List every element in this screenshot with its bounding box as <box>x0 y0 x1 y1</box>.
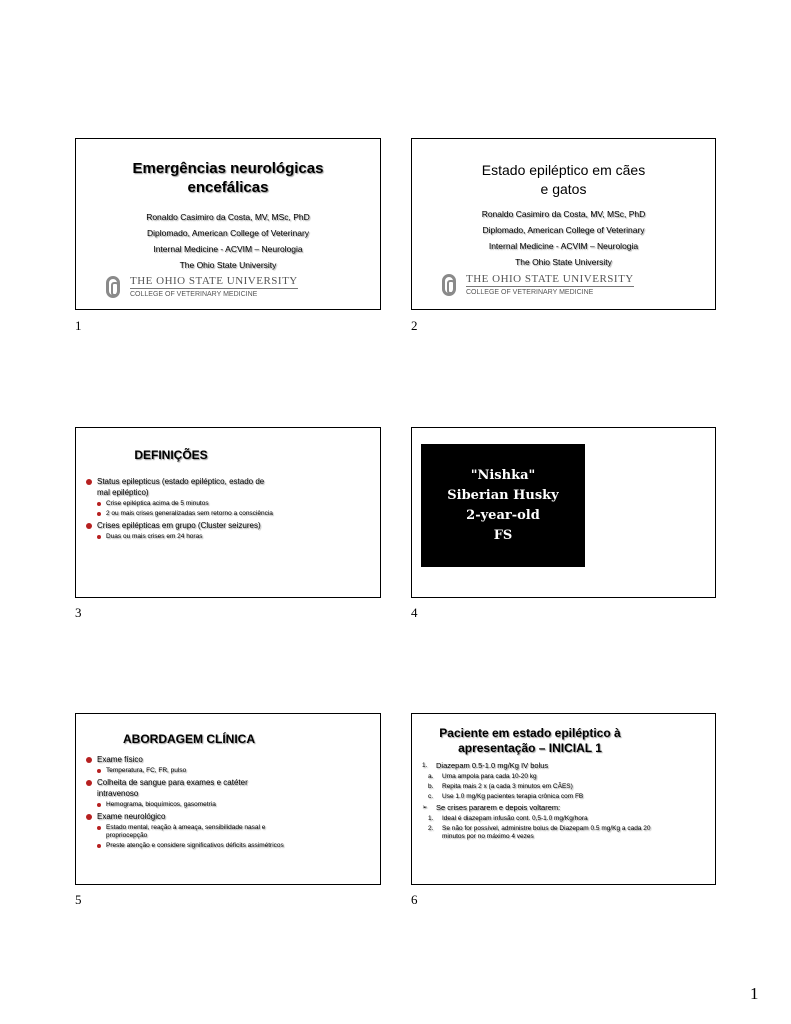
image-caption-line: "Nishka" <box>470 467 536 483</box>
logo-line-1: THE OHIO STATE UNIVERSITY <box>466 273 634 285</box>
osu-logo <box>442 273 634 296</box>
sub-bullet-item: Hemograma, bioquímicos, gasometria <box>97 801 286 809</box>
slide-number: 4 <box>411 605 418 620</box>
slide-title <box>76 159 380 197</box>
author-line: The Ohio State University <box>515 257 612 267</box>
bullet-item <box>86 811 286 850</box>
slide-number: 5 <box>75 892 82 907</box>
bullet-text: Exame físico <box>97 755 143 764</box>
protocol-sub-item <box>422 793 662 801</box>
author-info <box>412 206 715 270</box>
title-line: Emergências neurológicas <box>132 160 324 177</box>
item-marker: 1. <box>428 815 434 822</box>
slide-1 <box>75 138 381 310</box>
slide-number: 6 <box>411 892 418 907</box>
bullet-text: Exame neurológico <box>97 812 166 821</box>
logo-line-2: COLLEGE OF VETERINARY MEDICINE <box>130 291 258 298</box>
item-text: Se crises pararem e depois voltarem: <box>436 803 561 812</box>
image-caption-line: Siberian Husky <box>447 487 559 503</box>
item-marker: 2. <box>428 825 434 832</box>
slide-6 <box>411 713 716 885</box>
sub-bullet-item: Estado mental, reação à ameaça, sensibilidade nasal e propriocepção <box>97 824 286 840</box>
sub-bullet-item: Crise epiléptica acima de 5 minutos <box>97 500 276 508</box>
osu-block-o-icon <box>106 276 120 298</box>
bullet-text: Status epilepticus (estado epiléptico, estado de mal epiléptico) <box>97 477 265 497</box>
author-info <box>76 209 380 273</box>
protocol-sub-item <box>422 815 662 823</box>
title-line: e gatos <box>540 181 587 197</box>
item-text: Repita mais 2 x (a cada 3 minutos em CÃES) <box>442 783 573 790</box>
sub-bullet-item: Duas ou mais crises em 24 horas <box>97 533 276 541</box>
protocol-sub-item <box>422 825 662 841</box>
bullet-text: Colheita de sangue para exames e catéter intravenoso <box>97 778 248 798</box>
image-caption-line: 2-year-old <box>466 507 540 523</box>
author-line: The Ohio State University <box>179 260 277 270</box>
protocol-sub-item <box>422 773 662 781</box>
sub-bullet-item: Preste atenção e considere significativos déficits assimétricos <box>97 842 286 850</box>
image-caption-line: FS <box>493 527 513 543</box>
author-line: Diplomado, American College of Veterinary <box>146 228 310 238</box>
slide-3 <box>75 427 381 598</box>
bullet-item <box>86 476 276 518</box>
title-line: encefálicas <box>187 179 269 196</box>
protocol-item <box>422 761 662 771</box>
item-text: Se não for possível, administre bolus de Diazepam 0.5 mg/Kg a cada 20 minutos por no máximo 4 vezes <box>442 825 651 840</box>
slide-title <box>412 726 648 756</box>
author-line: Diplomado, American College of Veterinary <box>482 225 645 235</box>
item-text: Ideal é diazepam infusão cont. 0,5-1.0 mg/Kg/hora <box>442 815 588 822</box>
protocol-sub-item <box>422 783 662 791</box>
slide-number: 3 <box>75 605 82 620</box>
bullet-text: Crises epilépticas em grupo (Cluster seizures) <box>97 521 261 530</box>
author-line: Internal Medicine - ACVIM – Neurologia <box>488 241 639 251</box>
arrow-bullet-icon: ➢ <box>422 804 428 811</box>
item-text: Diazepam 0.5-1.0 mg/Kg IV bolus <box>436 761 549 770</box>
title-line: apresentação – INICIAL 1 <box>458 741 602 755</box>
osu-block-o-icon <box>442 274 456 296</box>
protocol-item <box>422 803 662 813</box>
slide-title <box>412 161 715 199</box>
slide-title: ABORDAGEM CLÍNICA <box>123 732 255 746</box>
logo-line-1: THE OHIO STATE UNIVERSITY <box>130 275 298 287</box>
sub-bullet-item: 2 ou mais crises generalizadas sem retorno a consciência <box>97 510 276 518</box>
bullet-list <box>86 476 276 543</box>
slide-number: 2 <box>411 318 418 333</box>
video-still-image <box>421 444 585 567</box>
slide-2 <box>411 138 716 310</box>
slide-number: 1 <box>75 318 82 333</box>
title-line: Estado epiléptico em cães <box>481 162 646 178</box>
logo-line-2: COLLEGE OF VETERINARY MEDICINE <box>466 289 594 296</box>
item-marker: a. <box>428 773 434 780</box>
item-marker: b. <box>428 783 434 790</box>
item-marker: 1. <box>422 762 428 769</box>
sub-bullet-item: Temperatura, FC, FR, pulso <box>97 767 286 775</box>
author-line: Ronaldo Casimiro da Costa, MV, MSc, PhD <box>481 209 646 219</box>
author-line: Ronaldo Casimiro da Costa, MV, MSc, PhD <box>146 212 310 222</box>
bullet-item <box>86 777 286 809</box>
item-text: Use 1.0 mg/Kg pacientes terapia crônica com FB <box>442 793 584 800</box>
slide-5 <box>75 713 381 885</box>
protocol-list <box>422 761 662 843</box>
title-line: Paciente em estado epiléptico à <box>439 726 621 740</box>
bullet-item <box>86 754 286 775</box>
page-number: 1 <box>750 984 759 1003</box>
bullet-item <box>86 520 276 541</box>
item-text: Uma ampola para cada 10-20 kg <box>442 773 537 780</box>
slide-title: DEFINIÇÕES <box>134 448 208 462</box>
bullet-list <box>86 754 286 852</box>
item-marker: c. <box>428 793 434 800</box>
author-line: Internal Medicine - ACVIM – Neurologia <box>153 244 303 254</box>
osu-logo <box>106 275 298 298</box>
slide-4 <box>411 427 716 598</box>
